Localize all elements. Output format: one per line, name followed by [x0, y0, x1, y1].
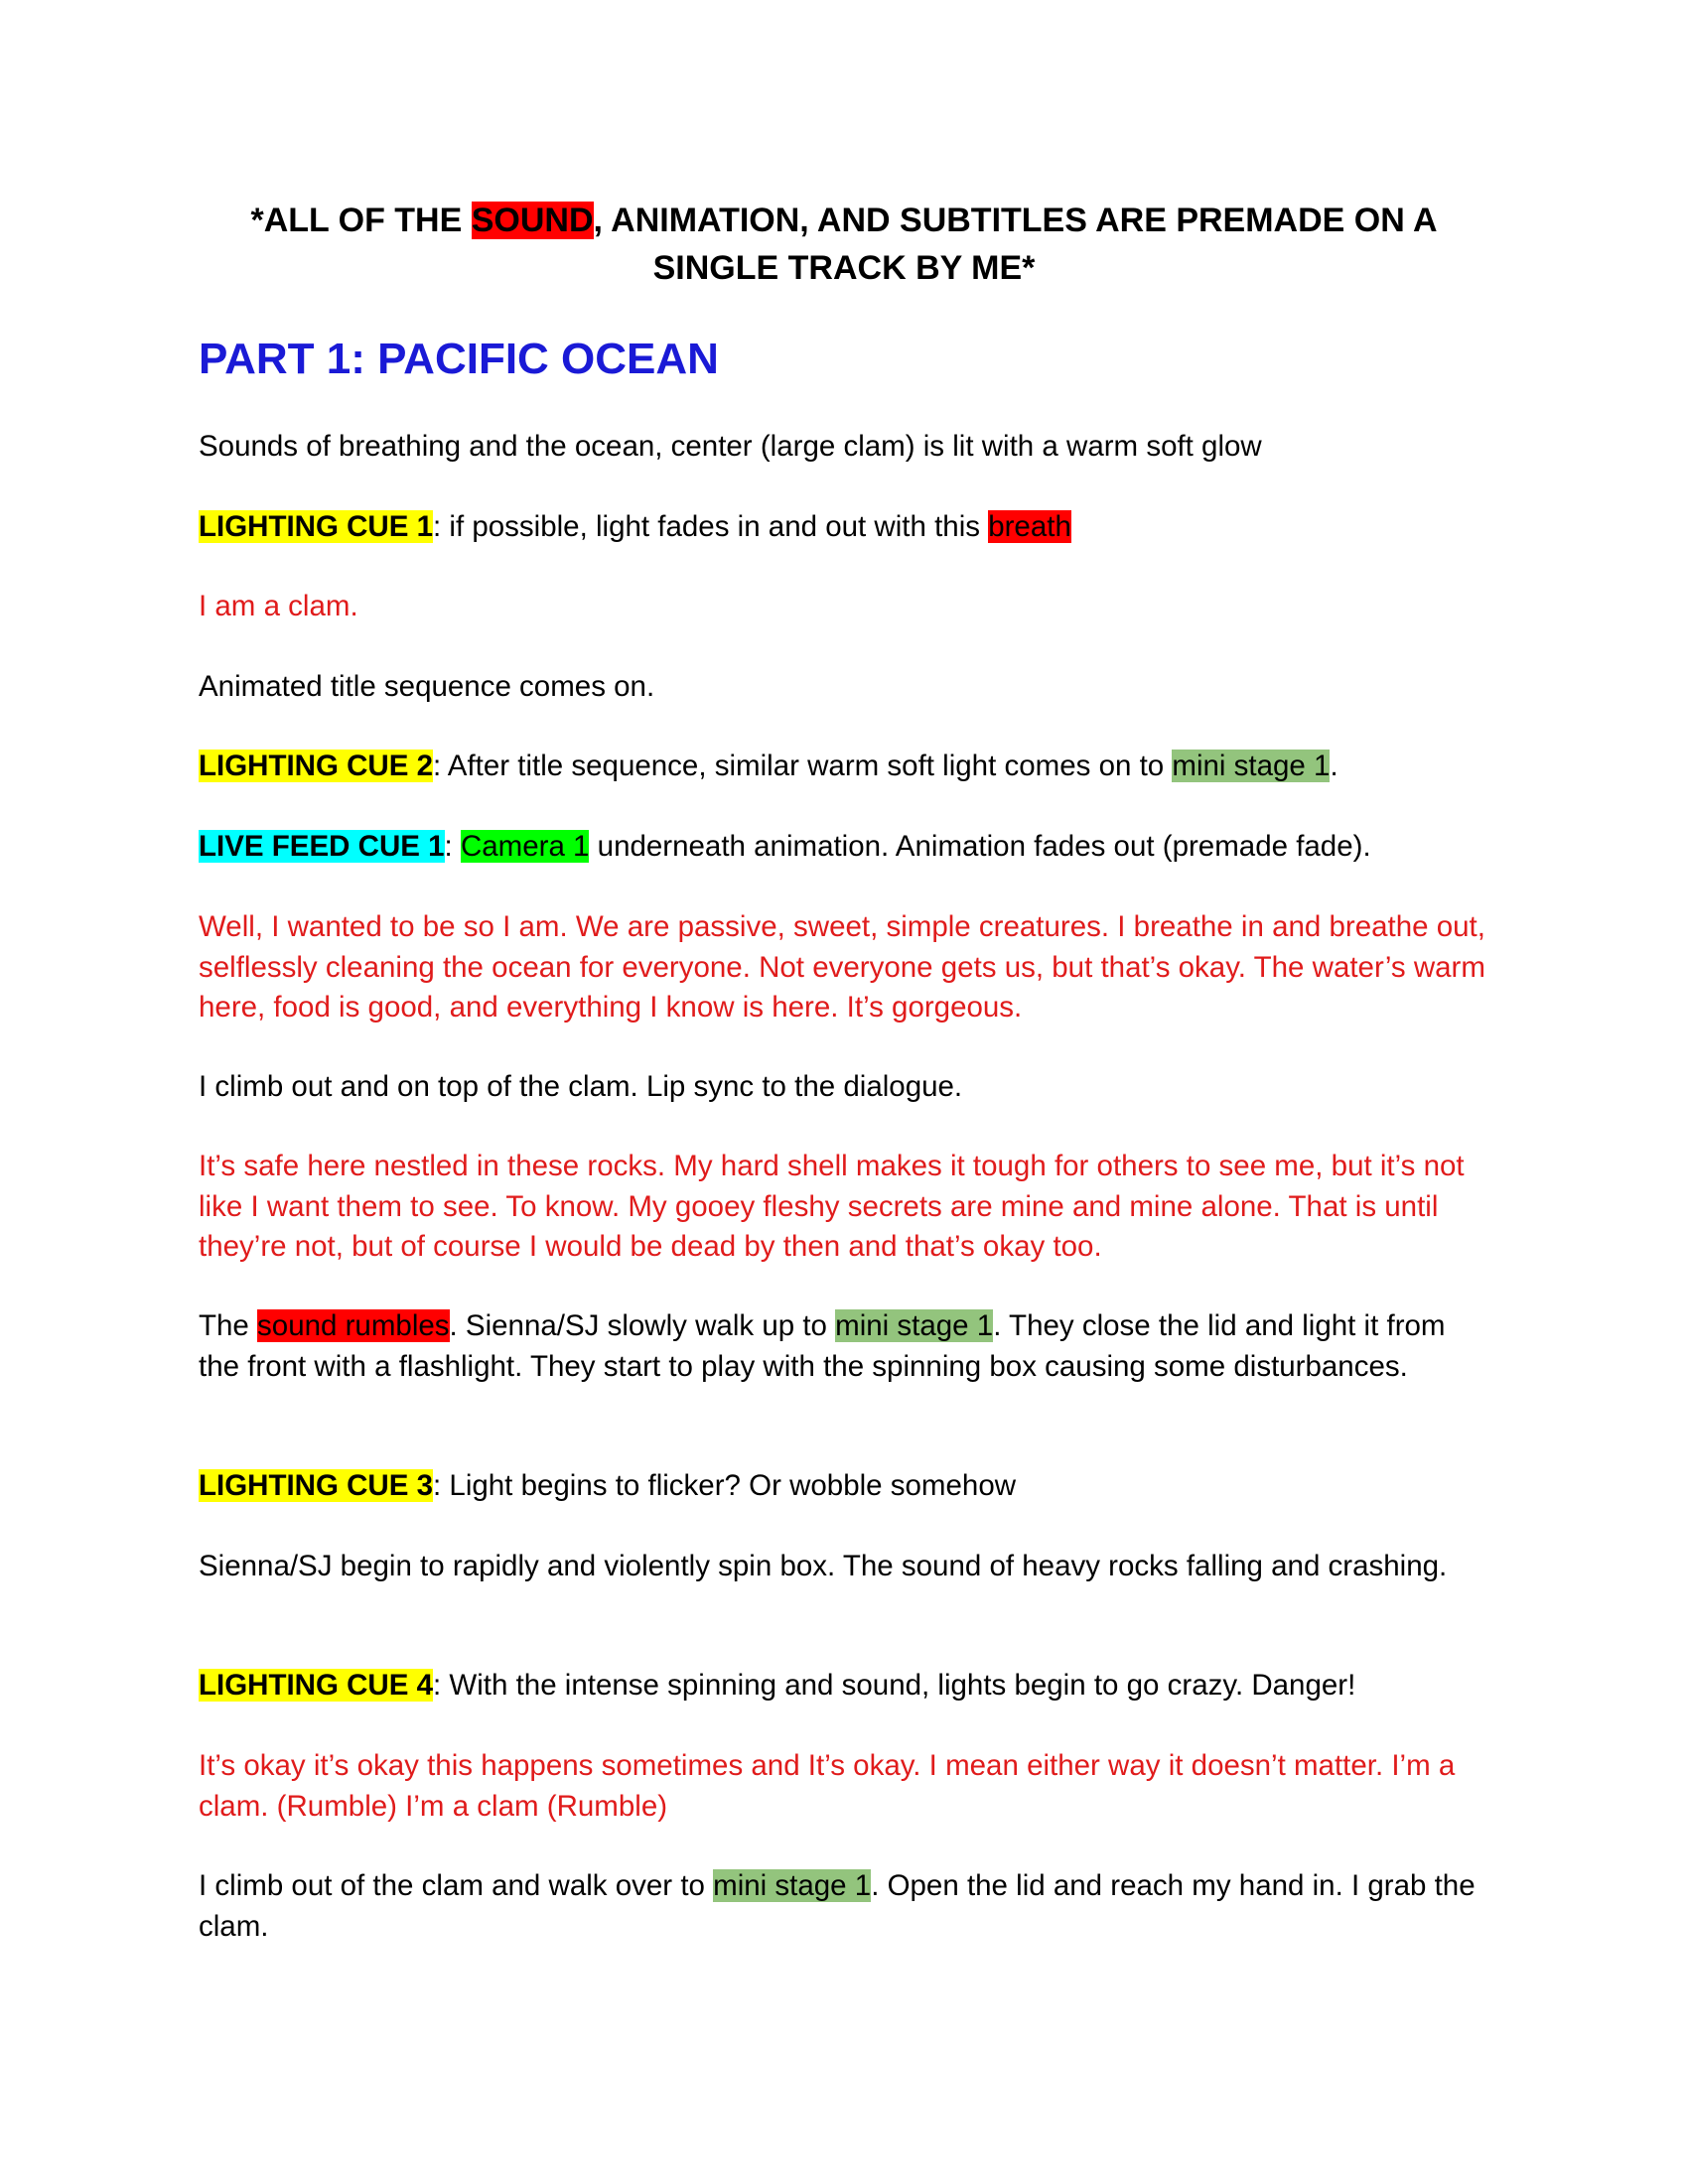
mini-stage-highlight: mini stage 1 [713, 1869, 872, 1902]
paragraph-lighting-cue-3 [199, 1466, 1489, 1507]
paragraph-opening: Sounds of breathing and the ocean, center (large clam) is lit with a warm soft glow [199, 430, 1262, 463]
lighting-cue-4-label: LIGHTING CUE 4 [199, 1669, 434, 1702]
mini-stage-highlight: mini stage 1 [835, 1309, 994, 1342]
paragraph-lighting-cue-2 [199, 747, 1489, 787]
lighting-cue-3-label: LIGHTING CUE 3 [199, 1469, 434, 1502]
camera-1-highlight: Camera 1 [460, 830, 590, 863]
paragraph-climb-out: I climb out and on top of the clam. Lip sync to the dialogue. [199, 1070, 963, 1103]
title-sound-highlight: SOUND [471, 202, 594, 239]
lighting-cue-1-text: : if possible, light fades in and out with this [433, 510, 989, 543]
rumbles-text-middle: . Sienna/SJ slowly walk up to [449, 1309, 836, 1342]
live-feed-cue-1-label: LIVE FEED CUE 1 [199, 830, 445, 863]
paragraph-live-feed-cue-1 [199, 827, 1489, 868]
dialogue-line-1: I am a clam. [199, 590, 358, 622]
mini-stage-highlight: mini stage 1 [1172, 750, 1331, 782]
title-text-start: *ALL OF THE [250, 202, 472, 239]
lighting-cue-2-end: . [1330, 750, 1338, 782]
rumbles-text-start: The [199, 1309, 258, 1342]
paragraph-spin-box: Sienna/SJ begin to rapidly and violently spin box. The sound of heavy rocks falling and crashing. [199, 1550, 1448, 1582]
grab-clam-text-start: I climb out of the clam and walk over to [199, 1869, 714, 1902]
rumbles-text-end: . They close the lid and light it from the front with a flashlight. They start to play with the spinning box causing some disturbances. [199, 1309, 1446, 1383]
breath-highlight: breath [988, 510, 1071, 543]
title-text-end: , ANIMATION, AND SUBTITLES ARE PREMADE ON A SINGLE TRACK BY ME* [593, 202, 1438, 287]
live-feed-cue-1-text: underneath animation. Animation fades out (premade fade). [589, 830, 1371, 863]
section-heading: PART 1: PACIFIC OCEAN [199, 335, 719, 383]
dialogue-block-1: Well, I wanted to be so I am. We are passive, sweet, simple creatures. I breathe in and breathe out, selflessly cleaning the ocean for everyone. Not everyone gets us, but that’s okay. The water’s warm here, food is good, and everything I know is here. It’s gorgeous. [199, 910, 1485, 1024]
dialogue-block-2: It’s safe here nestled in these rocks. My hard shell makes it tough for others to see me, but it’s not like I want them to see. To know. My gooey fleshy secrets are mine and mine alone. That is until they’re not, but of course I would be dead by then and that’s okay too. [199, 1150, 1465, 1263]
lighting-cue-2-label: LIGHTING CUE 2 [199, 750, 434, 782]
paragraph-title-sequence: Animated title sequence comes on. [199, 670, 655, 703]
live-feed-separator: : [444, 830, 461, 863]
lighting-cue-2-text: : After title sequence, similar warm soft light comes on to [433, 750, 1173, 782]
lighting-cue-4-text: : With the intense spinning and sound, lights begin to go crazy. Danger! [433, 1669, 1356, 1702]
sound-rumbles-highlight: sound rumbles [257, 1309, 450, 1342]
lighting-cue-3-text: : Light begins to flicker? Or wobble somehow [433, 1469, 1017, 1502]
document-title [199, 197, 1489, 292]
lighting-cue-1-label: LIGHTING CUE 1 [199, 510, 434, 543]
dialogue-block-3: It’s okay it’s okay this happens sometimes and It’s okay. I mean either way it doesn’t matter. I’m a clam. (Rumble) I’m a clam (Rumble) [199, 1749, 1456, 1823]
grab-clam-text-end: . Open the lid and reach my hand in. I grab the clam. [199, 1869, 1476, 1943]
paragraph-grab-clam [199, 1866, 1489, 1947]
paragraph-lighting-cue-4 [199, 1666, 1489, 1706]
paragraph-lighting-cue-1 [199, 507, 1489, 548]
paragraph-sound-rumbles [199, 1306, 1489, 1387]
